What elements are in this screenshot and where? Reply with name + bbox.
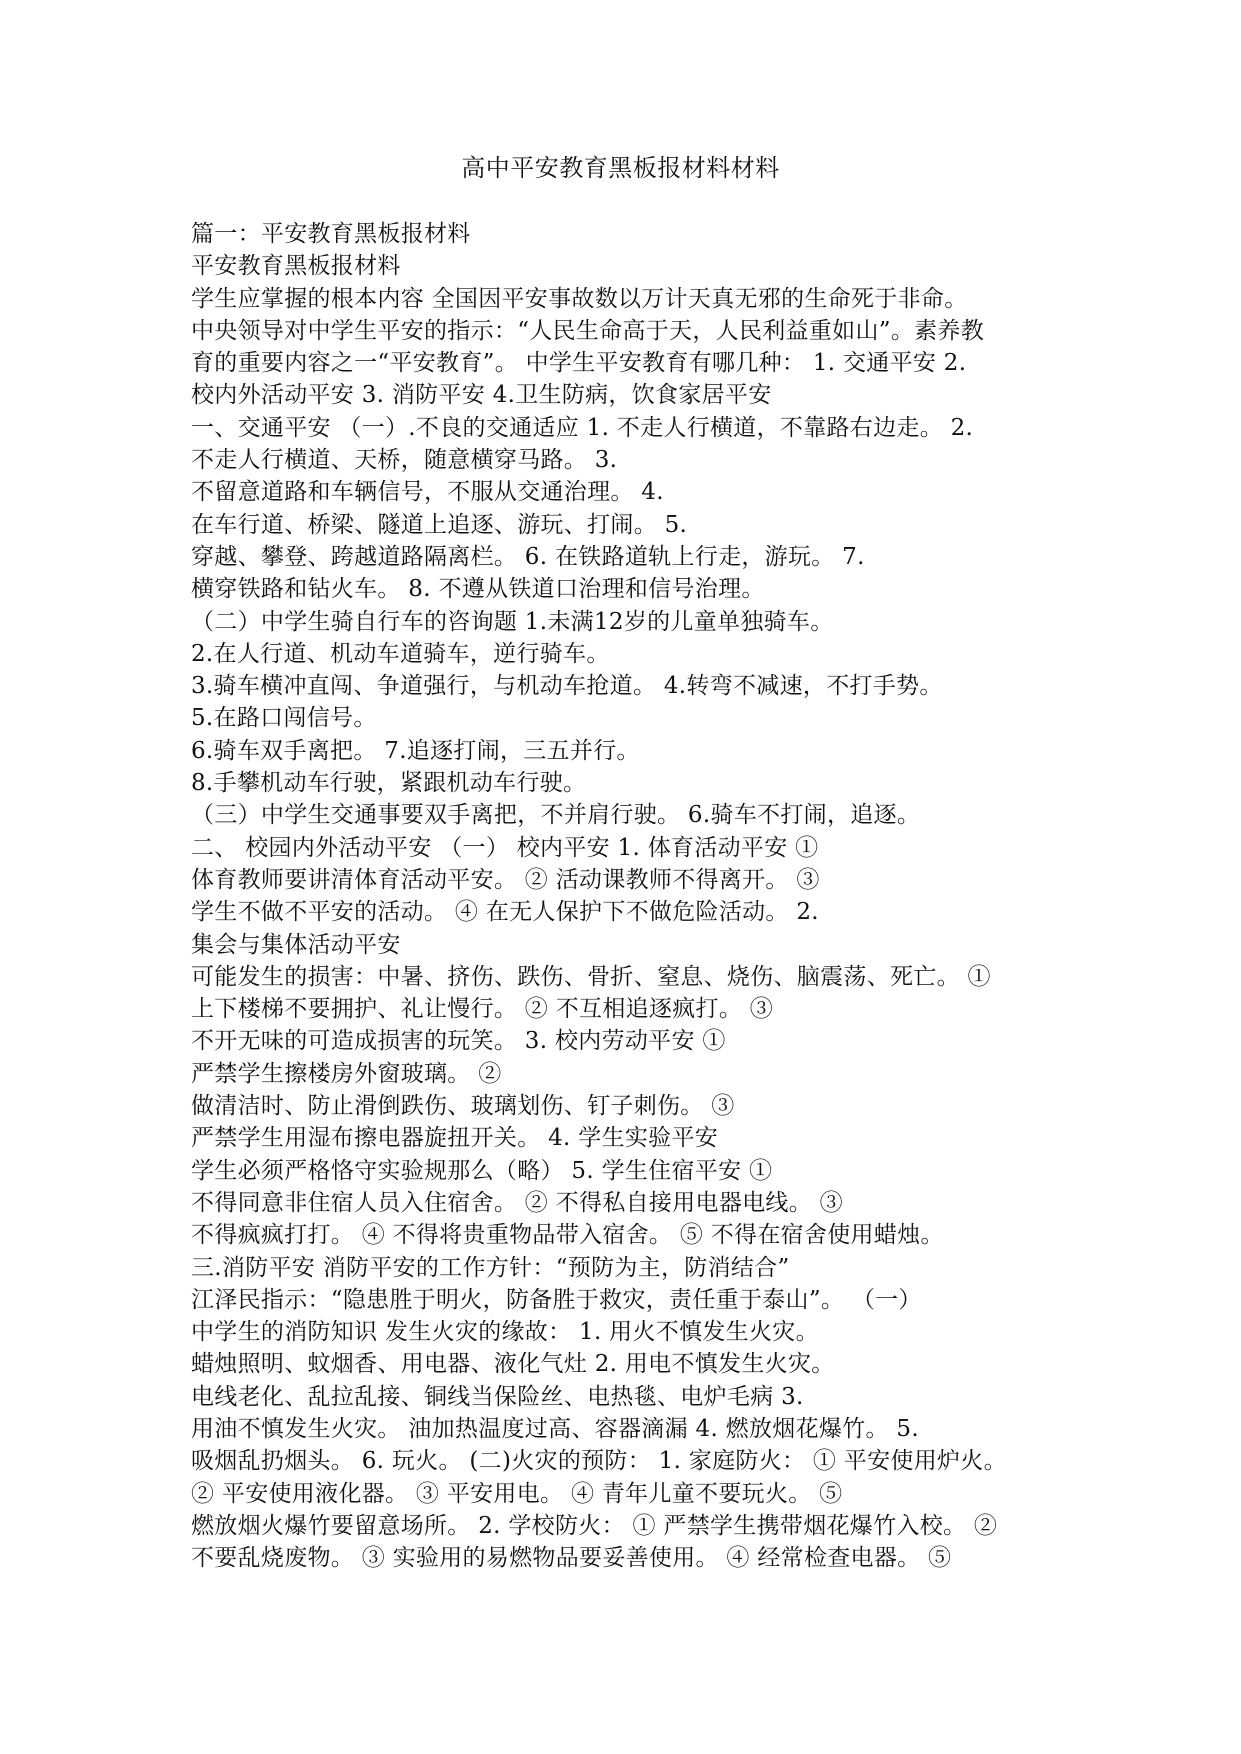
body-line: 5.在路口闯信号。 <box>191 705 377 732</box>
body-line: 2.在人行道、机动车道骑车，逆行骑车。 <box>191 640 610 667</box>
body-line: 不要乱烧废物。 ③ 实验用的易燃物品要妥善使用。 ④ 经常检查电器。 ⑤ <box>191 1545 952 1572</box>
body-line: 学生不做不平安的活动。 ④ 在无人保护下不做危险活动。 2. <box>191 899 819 926</box>
body-line: 电线老化、乱拉乱接、铜线当保险丝、电热毯、电炉毛病 3. <box>191 1383 804 1410</box>
document-body <box>191 218 1071 1574</box>
body-line: 学生应掌握的根本内容 全国因平安事故数以万计天真无邪的生命死于非命。 <box>191 285 968 312</box>
body-line: 可能发生的损害：中暑、挤伤、跌伤、骨折、窒息、烧伤、脑震荡、死亡。 ① <box>191 963 991 990</box>
body-line: 集会与集体活动平安 <box>191 931 401 958</box>
body-line: 不走人行横道、天桥，随意横穿马路。 3. <box>191 447 618 474</box>
body-line: 用油不慎发生火灾。 油加热温度过高、容器滴漏 4. 燃放烟花爆竹。 5. <box>191 1415 919 1442</box>
body-line: 做清洁时、防止滑倒跌伤、玻璃划伤、钉子刺伤。 ③ <box>191 1093 735 1120</box>
body-line: 不得疯疯打打。 ④ 不得将贵重物品带入宿舍。 ⑤ 不得在宿舍使用蜡烛。 <box>191 1222 944 1249</box>
body-line: 平安教育黑板报材料 <box>191 253 401 280</box>
body-line: 吸烟乱扔烟头。 6. 玩火。 (二)火灾的预防： 1. 家庭防火： ① 平安使用炉火。 <box>191 1448 1007 1475</box>
body-line: 三.消防平安 消防平安的工作方针：“预防为主，防消结合” <box>191 1254 790 1281</box>
body-line: 一、交通平安 （一）.不良的交通适应 1. 不走人行横道，不靠路右边走。 2. <box>191 414 974 441</box>
body-line: 严禁学生用湿布擦电器旋扭开关。 4. 学生实验平安 <box>191 1125 719 1152</box>
body-line: 燃放烟火爆竹要留意场所。 2. 学校防火： ① 严禁学生携带烟花爆竹入校。 ② <box>191 1512 998 1539</box>
body-line: 学生必须严格恪守实验规那么（略） 5. 学生住宿平安 ① <box>191 1157 773 1184</box>
body-line: 江泽民指示：“隐患胜于明火，防备胜于救灾，责任重于泰山”。 （一） <box>191 1286 922 1313</box>
body-line: （二）中学生骑自行车的咨询题 1.未满12岁的儿童单独骑车。 <box>191 608 834 635</box>
body-line: 6.骑车双手离把。 7.追逐打闹，三五并行。 <box>191 737 640 764</box>
body-line: 不留意道路和车辆信号，不服从交通治理。 4. <box>191 479 664 506</box>
body-line: 育的重要内容之一“平安教育”。 中学生平安教育有哪几种： 1. 交通平安 2. <box>191 350 967 377</box>
body-line: 中央领导对中学生平安的指示：“人民生命高于天，人民利益重如山”。素养教 <box>191 317 985 344</box>
body-line: 在车行道、桥梁、隧道上追逐、游玩、打闹。 5. <box>191 511 688 538</box>
body-line: 严禁学生擦楼房外窗玻璃。 ② <box>191 1060 502 1087</box>
body-line: 不开无味的可造成损害的玩笑。 3. 校内劳动平安 ① <box>191 1028 726 1055</box>
document-title: 高中平安教育黑板报材料材料 <box>461 154 780 182</box>
body-line: 穿越、攀登、跨越道路隔离栏。 6. 在铁路道轨上行走，游玩。 7. <box>191 543 865 570</box>
body-line: 二、 校园内外活动平安 （一） 校内平安 1. 体育活动平安 ① <box>191 834 819 861</box>
body-line: 校内外活动平安 3. 消防平安 4.卫生防病，饮食家居平安 <box>191 382 772 409</box>
body-line: 不得同意非住宿人员入住宿舍。 ② 不得私自接用电器电线。 ③ <box>191 1189 843 1216</box>
body-line: ② 平安使用液化器。 ③ 平安用电。 ④ 青年儿童不要玩火。 ⑤ <box>191 1480 843 1507</box>
body-line: 8.手攀机动车行驶，紧跟机动车行驶。 <box>191 770 587 797</box>
body-line: 3.骑车横冲直闯、争道强行，与机动车抢道。 4.转弯不减速，不打手势。 <box>191 673 943 700</box>
body-line: 体育教师要讲清体育活动平安。 ② 活动课教师不得离开。 ③ <box>191 866 820 893</box>
body-line: 中学生的消防知识 发生火灾的缘故： 1. 用火不慎发生火灾。 <box>191 1319 819 1346</box>
body-line: 蜡烛照明、蚊烟香、用电器、液化气灶 2. 用电不慎发生火灾。 <box>191 1351 835 1378</box>
body-line: 上下楼梯不要拥护、礼让慢行。 ② 不互相追逐疯打。 ③ <box>191 996 774 1023</box>
body-line: （三）中学生交通事要双手离把，不并肩行驶。 6.骑车不打闹，追逐。 <box>191 802 921 829</box>
body-line: 横穿铁路和钻火车。 8. 不遵从铁道口治理和信号治理。 <box>191 576 765 603</box>
body-line: 篇一：平安教育黑板报材料 <box>191 221 471 247</box>
